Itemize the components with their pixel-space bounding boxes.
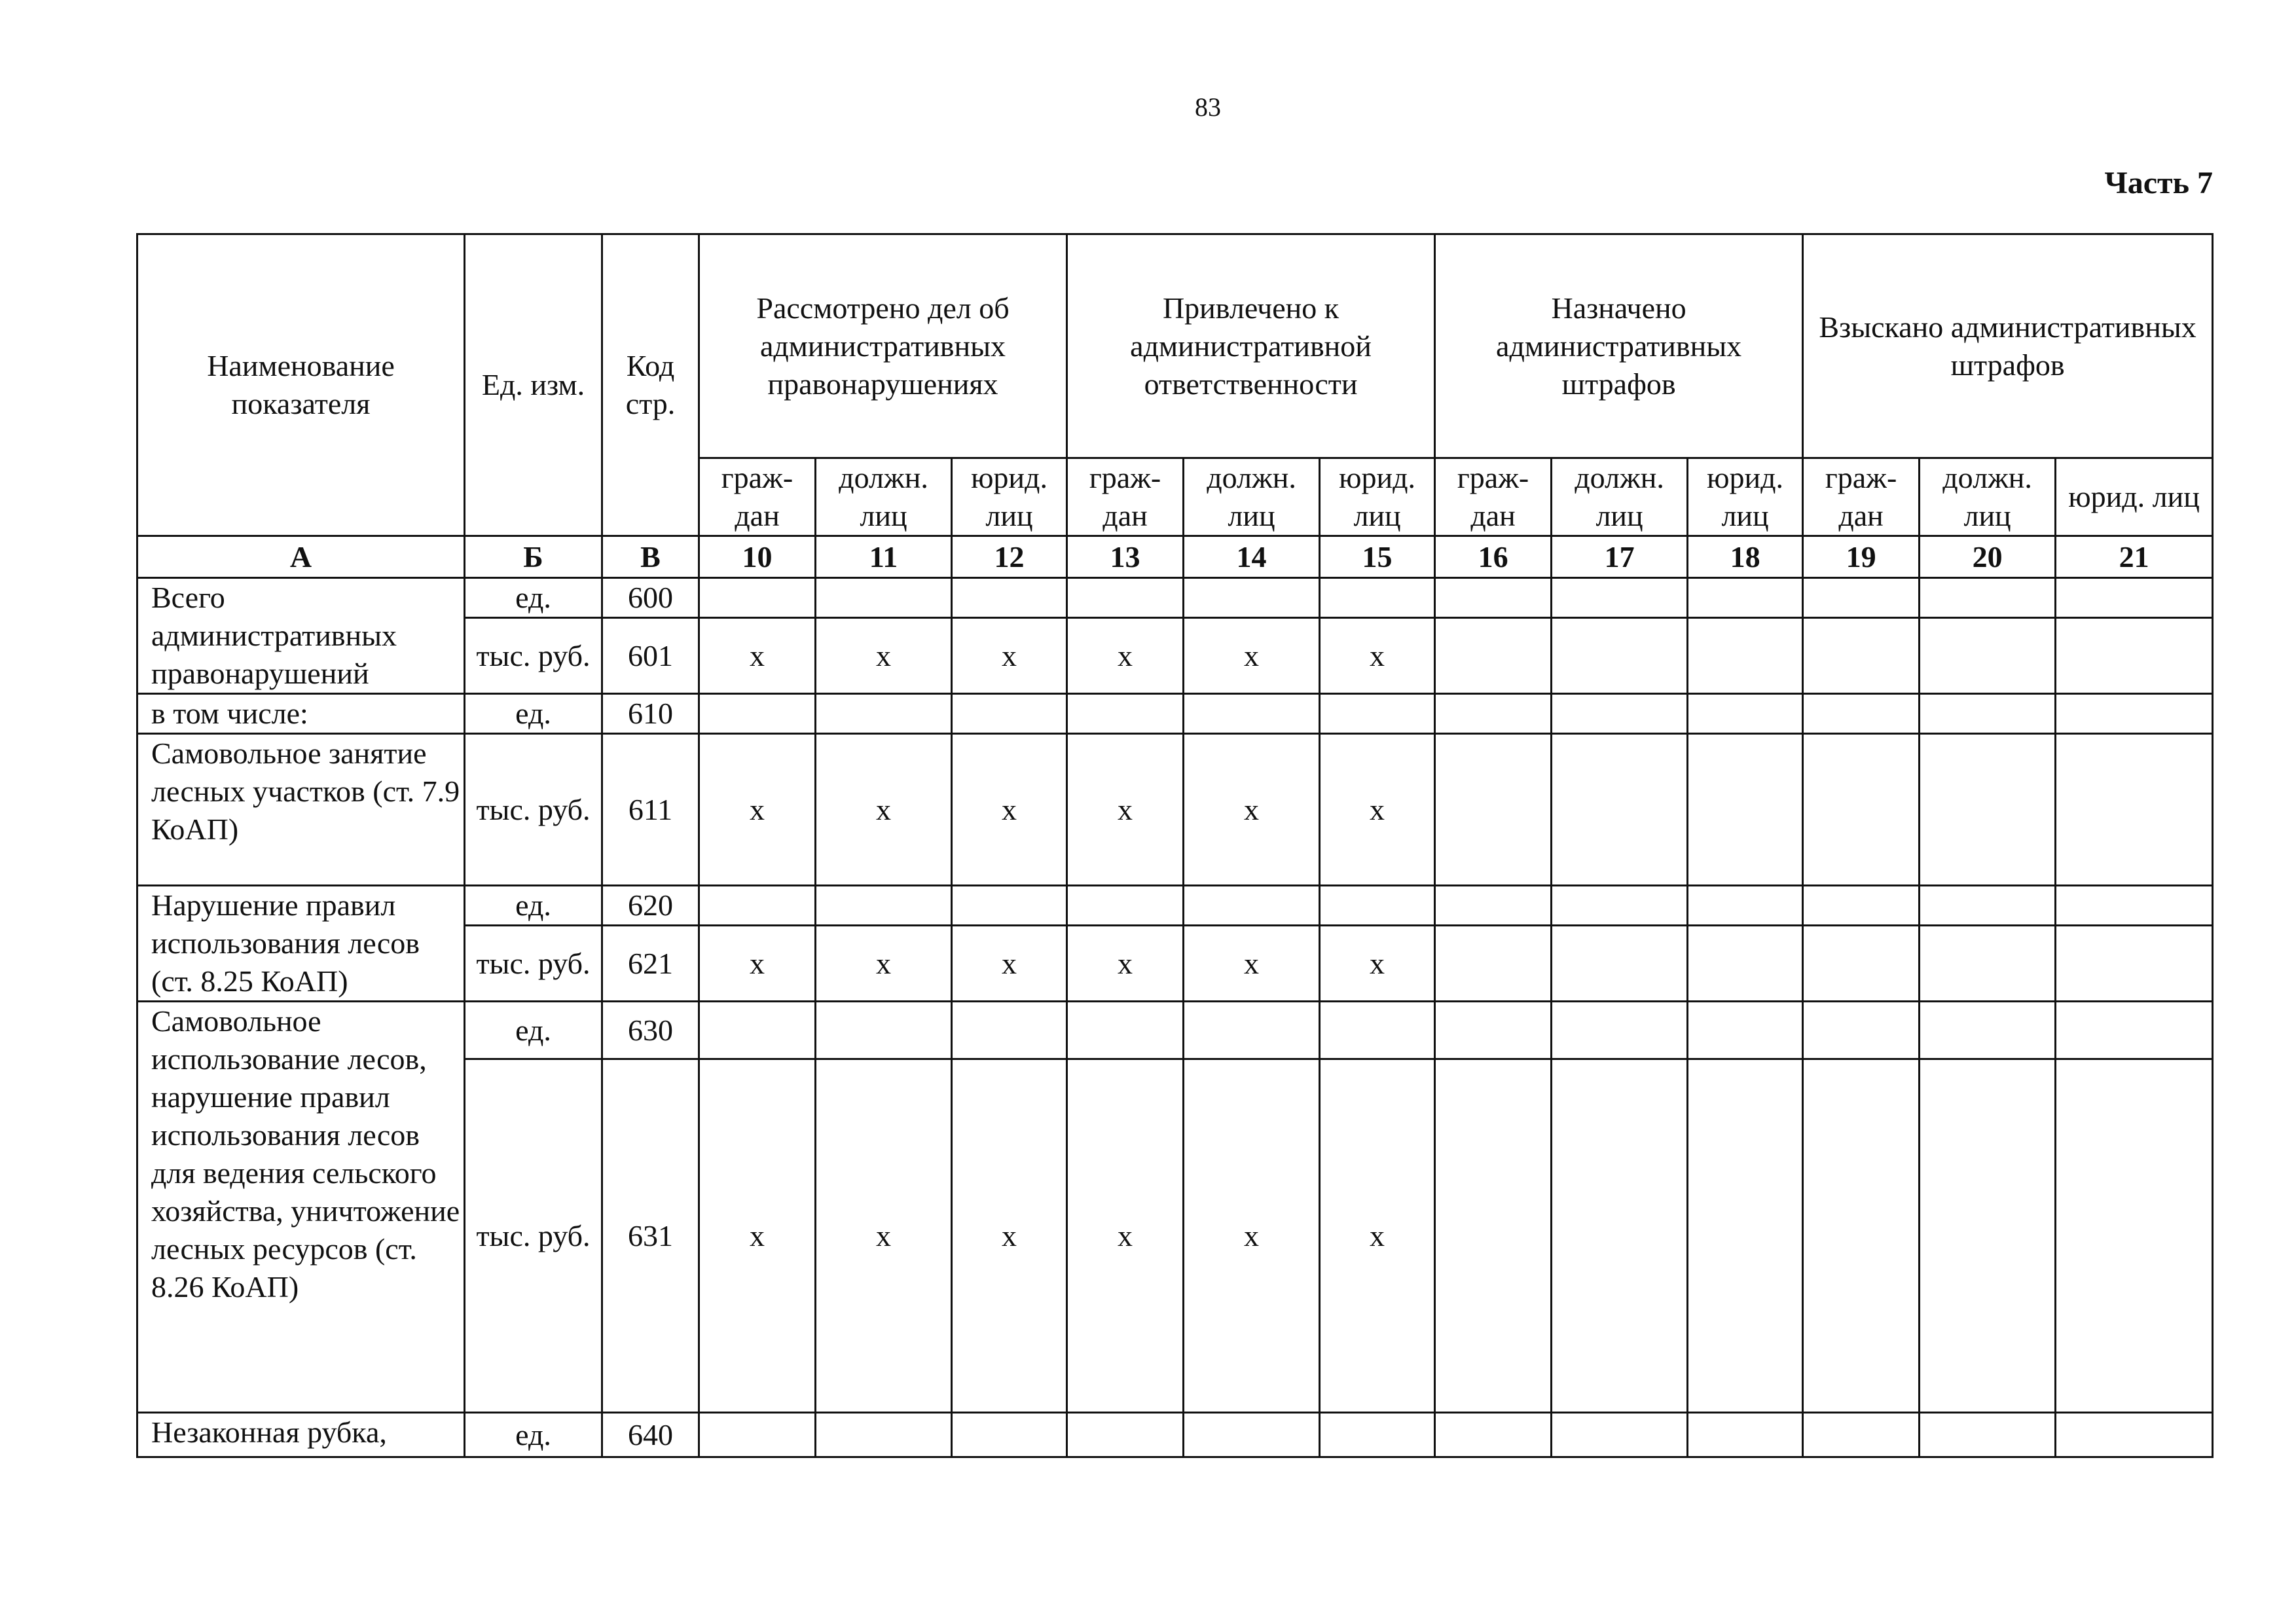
data-cell[interactable] xyxy=(1920,886,2056,926)
data-cell[interactable]: х xyxy=(952,618,1067,694)
data-cell[interactable]: х xyxy=(816,734,952,886)
row-code: 631 xyxy=(602,1059,699,1413)
data-cell[interactable] xyxy=(2056,886,2213,926)
header-sub: граж-дан xyxy=(699,458,816,536)
header-letter: В xyxy=(602,536,699,578)
row-code: 620 xyxy=(602,886,699,926)
header-letter: 13 xyxy=(1067,536,1184,578)
data-cell[interactable]: х xyxy=(1320,1059,1435,1413)
data-cell[interactable]: х xyxy=(699,618,816,694)
data-cell[interactable]: х xyxy=(1184,1059,1320,1413)
header-letter: 17 xyxy=(1552,536,1688,578)
data-cell[interactable] xyxy=(1920,734,2056,886)
header-group-fines-collected: Взыскано административных штрафов xyxy=(1803,234,2213,458)
header-group-held-liable: Привлечено к административной ответственности xyxy=(1067,234,1435,458)
header-letter: 16 xyxy=(1435,536,1552,578)
data-cell[interactable] xyxy=(1920,926,2056,1002)
data-cell[interactable] xyxy=(699,694,816,734)
data-cell[interactable] xyxy=(1552,694,1688,734)
header-name: Наименование показателя xyxy=(137,234,465,536)
data-cell[interactable] xyxy=(1184,578,1320,618)
header-unit: Ед. изм. xyxy=(465,234,602,536)
table-row xyxy=(137,1002,2213,1059)
header-sub: юрид. лиц xyxy=(2056,458,2213,536)
row-name: Самовольное занятие лесных участков (ст. 7.9 КоАП) xyxy=(137,734,465,886)
data-cell[interactable] xyxy=(699,886,816,926)
data-cell[interactable] xyxy=(1688,886,1803,926)
table-row xyxy=(137,578,2213,618)
header-letter: 15 xyxy=(1320,536,1435,578)
data-cell[interactable]: х xyxy=(1184,926,1320,1002)
data-cell[interactable]: х xyxy=(1320,618,1435,694)
header-sub: должн. лиц xyxy=(1184,458,1320,536)
data-cell[interactable] xyxy=(699,578,816,618)
data-cell[interactable] xyxy=(1552,1413,1688,1457)
header-sub: юрид. лиц xyxy=(1688,458,1803,536)
header-row-groups xyxy=(137,234,2213,458)
header-group-fines-imposed: Назначено административных штрафов xyxy=(1435,234,1803,458)
data-cell[interactable] xyxy=(1803,694,1920,734)
data-cell[interactable] xyxy=(1920,1413,2056,1457)
data-cell[interactable]: х xyxy=(1320,734,1435,886)
data-cell[interactable] xyxy=(1552,578,1688,618)
data-cell[interactable] xyxy=(1435,886,1552,926)
header-letter: 21 xyxy=(2056,536,2213,578)
data-cell[interactable] xyxy=(1688,1002,1803,1059)
data-cell[interactable] xyxy=(1184,1002,1320,1059)
header-letter: 11 xyxy=(816,536,952,578)
header-code: Код стр. xyxy=(602,234,699,536)
row-code: 610 xyxy=(602,694,699,734)
data-cell[interactable] xyxy=(1552,734,1688,886)
data-cell[interactable] xyxy=(1688,1059,1803,1413)
header-letter: 19 xyxy=(1803,536,1920,578)
row-unit: ед. xyxy=(465,1002,602,1059)
header-letter: 18 xyxy=(1688,536,1803,578)
data-cell[interactable] xyxy=(952,1002,1067,1059)
data-cell[interactable] xyxy=(1067,578,1184,618)
data-cell[interactable] xyxy=(2056,1413,2213,1457)
data-cell[interactable]: х xyxy=(1184,618,1320,694)
data-cell[interactable] xyxy=(699,1002,816,1059)
data-cell[interactable]: х xyxy=(1067,618,1184,694)
row-code: 601 xyxy=(602,618,699,694)
data-cell[interactable] xyxy=(1803,618,1920,694)
data-cell[interactable] xyxy=(1688,618,1803,694)
data-cell[interactable] xyxy=(1435,926,1552,1002)
data-cell[interactable]: х xyxy=(1320,926,1435,1002)
header-letter: 10 xyxy=(699,536,816,578)
header-row-letters xyxy=(137,536,2213,578)
header-sub: граж-дан xyxy=(1067,458,1184,536)
data-cell[interactable] xyxy=(1435,734,1552,886)
header-letter: Б xyxy=(465,536,602,578)
row-unit: ед. xyxy=(465,694,602,734)
data-cell[interactable]: х xyxy=(1067,1059,1184,1413)
data-cell[interactable] xyxy=(1435,618,1552,694)
row-name: Всего административных правонарушений xyxy=(137,578,465,694)
part-label: Часть 7 xyxy=(2104,166,2213,200)
header-sub: граж-дан xyxy=(1803,458,1920,536)
data-cell[interactable] xyxy=(1803,578,1920,618)
data-cell[interactable] xyxy=(2056,694,2213,734)
row-unit: тыс. руб. xyxy=(465,926,602,1002)
header-sub: граж-дан xyxy=(1435,458,1552,536)
data-cell[interactable] xyxy=(1320,694,1435,734)
data-cell[interactable] xyxy=(2056,734,2213,886)
data-cell[interactable] xyxy=(952,578,1067,618)
data-cell[interactable]: х xyxy=(816,1059,952,1413)
data-cell[interactable]: х xyxy=(816,926,952,1002)
data-cell[interactable]: х xyxy=(699,1059,816,1413)
data-cell[interactable] xyxy=(816,578,952,618)
table-row xyxy=(137,734,2213,886)
report-table xyxy=(136,233,2214,1458)
header-sub: юрид. лиц xyxy=(1320,458,1435,536)
data-cell[interactable] xyxy=(1688,578,1803,618)
data-cell[interactable] xyxy=(1184,886,1320,926)
data-cell[interactable] xyxy=(699,1413,816,1457)
data-cell[interactable] xyxy=(816,1002,952,1059)
row-code: 621 xyxy=(602,926,699,1002)
data-cell[interactable] xyxy=(2056,926,2213,1002)
row-name: в том числе: xyxy=(137,694,465,734)
data-cell[interactable] xyxy=(816,1413,952,1457)
data-cell[interactable] xyxy=(1320,1002,1435,1059)
data-cell[interactable] xyxy=(1184,694,1320,734)
header-letter: 20 xyxy=(1920,536,2056,578)
row-unit: ед. xyxy=(465,578,602,618)
row-name: Незаконная рубка, xyxy=(137,1413,465,1457)
page-number: 83 xyxy=(1195,92,1221,122)
data-cell[interactable] xyxy=(1435,1413,1552,1457)
data-cell[interactable] xyxy=(2056,1059,2213,1413)
data-cell[interactable]: х xyxy=(1184,734,1320,886)
row-unit: тыс. руб. xyxy=(465,1059,602,1413)
header-letter: 12 xyxy=(952,536,1067,578)
data-cell[interactable] xyxy=(1688,926,1803,1002)
data-cell[interactable] xyxy=(1067,1002,1184,1059)
data-cell[interactable] xyxy=(1688,734,1803,886)
row-name: Самовольное использование лесов, нарушение правил использования лесов для ведения сельского хозяйства, уничтожение лесных ресурсов (ст. 8.26 КоАП) xyxy=(137,1002,465,1413)
row-unit: ед. xyxy=(465,1413,602,1457)
data-cell[interactable] xyxy=(1920,1059,2056,1413)
data-cell[interactable] xyxy=(1552,618,1688,694)
data-cell[interactable] xyxy=(1920,578,2056,618)
data-cell[interactable] xyxy=(1803,1413,1920,1457)
data-cell[interactable] xyxy=(1803,926,1920,1002)
data-cell[interactable]: х xyxy=(1067,734,1184,886)
data-cell[interactable] xyxy=(1688,694,1803,734)
row-code: 630 xyxy=(602,1002,699,1059)
data-cell[interactable]: х xyxy=(816,618,952,694)
data-cell[interactable]: х xyxy=(952,926,1067,1002)
row-name: Нарушение правил использования лесов (ст. 8.25 КоАП) xyxy=(137,886,465,1002)
header-sub: должн. лиц xyxy=(1552,458,1688,536)
data-cell[interactable] xyxy=(1320,578,1435,618)
data-cell[interactable] xyxy=(952,694,1067,734)
data-cell[interactable] xyxy=(2056,1002,2213,1059)
data-cell[interactable] xyxy=(816,694,952,734)
row-code: 611 xyxy=(602,734,699,886)
row-unit: тыс. руб. xyxy=(465,734,602,886)
header-sub: должн. лиц xyxy=(816,458,952,536)
data-cell[interactable]: х xyxy=(952,734,1067,886)
data-cell[interactable]: х xyxy=(699,734,816,886)
data-cell[interactable]: х xyxy=(952,1059,1067,1413)
data-cell[interactable] xyxy=(1435,1059,1552,1413)
data-cell[interactable] xyxy=(1688,1413,1803,1457)
table-row xyxy=(137,886,2213,926)
data-cell[interactable] xyxy=(1552,926,1688,1002)
data-cell[interactable] xyxy=(1067,886,1184,926)
data-cell[interactable] xyxy=(1320,886,1435,926)
data-cell[interactable] xyxy=(1803,886,1920,926)
table-row xyxy=(137,694,2213,734)
data-cell[interactable]: х xyxy=(1067,926,1184,1002)
data-cell[interactable] xyxy=(1803,1059,1920,1413)
header-letter: А xyxy=(137,536,465,578)
data-cell[interactable] xyxy=(1920,618,2056,694)
table-body xyxy=(137,578,2213,1457)
data-cell[interactable] xyxy=(1435,578,1552,618)
row-unit: тыс. руб. xyxy=(465,618,602,694)
header-sub: должн. лиц xyxy=(1920,458,2056,536)
data-cell[interactable] xyxy=(2056,578,2213,618)
row-code: 640 xyxy=(602,1413,699,1457)
data-cell[interactable] xyxy=(2056,618,2213,694)
data-cell[interactable] xyxy=(1435,694,1552,734)
data-cell[interactable] xyxy=(1552,886,1688,926)
header-sub: юрид. лиц xyxy=(952,458,1067,536)
header-letter: 14 xyxy=(1184,536,1320,578)
data-cell[interactable] xyxy=(1920,694,2056,734)
data-cell[interactable] xyxy=(1435,1002,1552,1059)
table-row xyxy=(137,1413,2213,1457)
data-cell[interactable] xyxy=(1552,1059,1688,1413)
data-cell[interactable] xyxy=(952,886,1067,926)
data-cell[interactable] xyxy=(1320,1413,1435,1457)
data-cell[interactable] xyxy=(1552,1002,1688,1059)
data-cell[interactable] xyxy=(816,886,952,926)
data-cell[interactable] xyxy=(1803,734,1920,886)
row-code: 600 xyxy=(602,578,699,618)
header-group-considered: Рассмотрено дел об административных правонарушениях xyxy=(699,234,1067,458)
data-cell[interactable] xyxy=(1067,1413,1184,1457)
data-cell[interactable]: х xyxy=(699,926,816,1002)
row-unit: ед. xyxy=(465,886,602,926)
data-cell[interactable] xyxy=(1803,1002,1920,1059)
data-cell[interactable] xyxy=(1920,1002,2056,1059)
data-cell[interactable] xyxy=(1067,694,1184,734)
data-cell[interactable] xyxy=(952,1413,1067,1457)
data-cell[interactable] xyxy=(1184,1413,1320,1457)
